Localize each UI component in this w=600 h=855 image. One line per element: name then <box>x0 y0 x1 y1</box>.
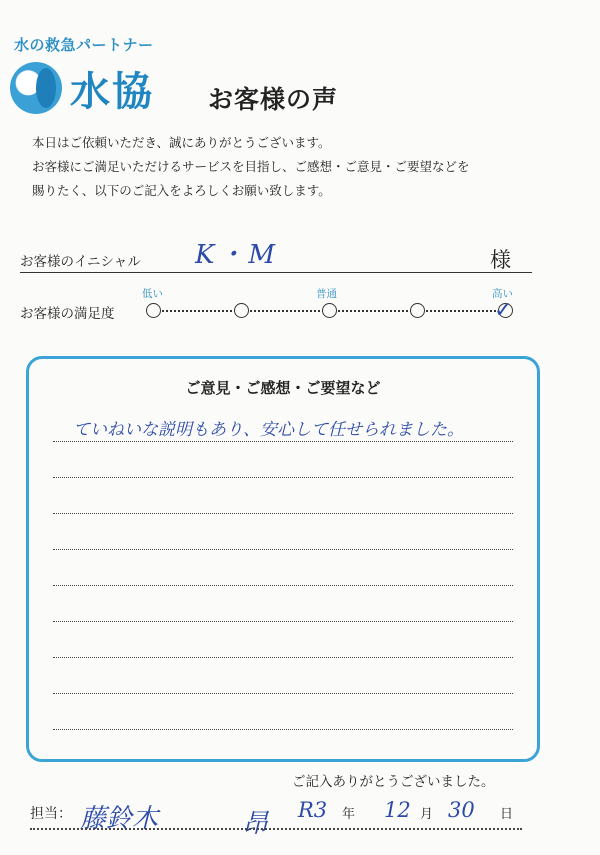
comments-box <box>26 356 540 762</box>
initials-suffix: 様 <box>490 248 511 272</box>
initials-value: K・M <box>195 240 280 270</box>
tagline: 水の救急パートナー <box>14 36 154 54</box>
writing-line <box>53 513 513 514</box>
logo <box>10 60 190 116</box>
scale-point-4[interactable] <box>410 303 425 318</box>
writing-line <box>53 657 513 658</box>
thanks-text: ご記入ありがとうございました。 <box>292 774 495 790</box>
comments-title: ご意見・ご感想・ご要望など <box>185 379 381 397</box>
scale-point-1[interactable] <box>146 303 161 318</box>
satisfaction-scale <box>142 286 516 326</box>
date-month: 12 <box>384 798 411 822</box>
divider <box>20 272 532 273</box>
page-title: お客様の声 <box>208 85 339 114</box>
scale-point-3[interactable] <box>322 303 337 318</box>
staff-label: 担当： <box>30 806 72 822</box>
writing-line <box>53 621 513 622</box>
staff-line <box>30 828 522 830</box>
writing-line <box>53 585 513 586</box>
scale-label-mid: 普通 <box>316 288 337 300</box>
initials-label: お客様のイニシャル <box>20 254 141 270</box>
writing-line <box>53 441 513 442</box>
writing-line <box>53 729 513 730</box>
satisfaction-label: お客様の満足度 <box>20 306 115 322</box>
staff-name: 藤鈴木 <box>80 804 159 834</box>
date-year: R3 <box>298 798 328 822</box>
intro-text <box>32 131 470 203</box>
intro-line: お客様にご満足いただけるサービスを目指し、ご感想・ご意見・ご要望などを <box>32 159 470 174</box>
checkmark-icon: ✓ <box>494 298 513 323</box>
month-unit: 月 <box>420 807 434 822</box>
comments-handwritten: ていねいな説明もあり、安心して任せられました。 <box>73 420 464 440</box>
logo-mark-icon <box>10 62 62 114</box>
intro-line: 賜りたく、以下のご記入をよろしくお願い致します。 <box>32 183 331 198</box>
date-day: 30 <box>448 798 475 822</box>
intro-line: 本日はご依頼いただき、誠にありがとうございます。 <box>32 135 331 150</box>
year-unit: 年 <box>342 807 356 822</box>
scale-label-low: 低い <box>142 288 163 300</box>
writing-line <box>53 477 513 478</box>
writing-line <box>53 549 513 550</box>
scale-point-2[interactable] <box>234 303 249 318</box>
writing-line <box>53 693 513 694</box>
scale-label-high: 高い <box>492 288 513 300</box>
day-unit: 日 <box>500 807 514 822</box>
logo-text: 水協 <box>70 68 154 115</box>
staff-name-2: 昂 <box>242 809 269 839</box>
